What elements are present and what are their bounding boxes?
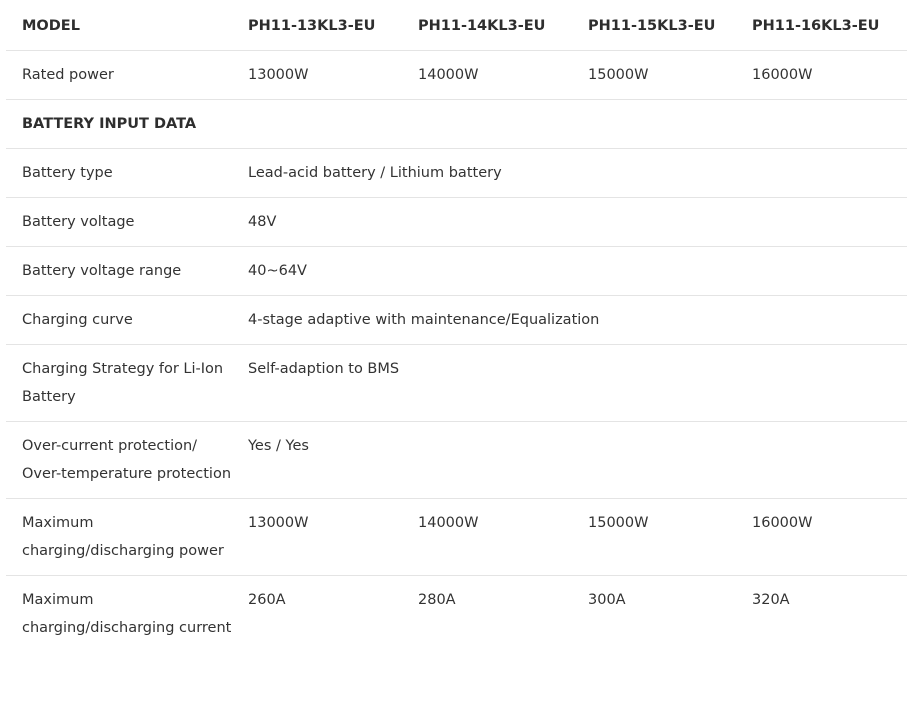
table-row bbox=[6, 422, 907, 499]
table-row bbox=[6, 149, 907, 198]
cell-value: 260A bbox=[248, 592, 286, 608]
row-label: Charging Strategy for Li-Ion Battery bbox=[6, 345, 232, 422]
row-label: Maximum charging/discharging power bbox=[6, 499, 232, 576]
table-row bbox=[6, 499, 907, 576]
cell-value: 4-stage adaptive with maintenance/Equalization bbox=[232, 296, 907, 345]
table-row bbox=[6, 296, 907, 345]
cell-value: 320A bbox=[752, 592, 790, 608]
cell-value: Self-adaption to BMS bbox=[232, 345, 907, 422]
model-name: PH11-16KL3-EU bbox=[736, 0, 907, 51]
model-name: PH11-15KL3-EU bbox=[572, 0, 736, 51]
row-label: Charging curve bbox=[6, 296, 232, 345]
row-label: Rated power bbox=[6, 51, 232, 100]
row-label: Battery voltage range bbox=[6, 247, 232, 296]
cell-value: 40~64V bbox=[232, 247, 907, 296]
cell-value: 14000W bbox=[402, 51, 572, 100]
table-row bbox=[6, 247, 907, 296]
model-name: PH11-13KL3-EU bbox=[232, 0, 402, 51]
cell-value: 48V bbox=[232, 198, 907, 247]
cell-value: 13000W bbox=[232, 51, 402, 100]
cell-value: 16000W bbox=[736, 51, 907, 100]
row-label: Battery voltage bbox=[6, 198, 232, 247]
cell-value: Lead-acid battery / Lithium battery bbox=[232, 149, 907, 198]
model-name: PH11-14KL3-EU bbox=[402, 0, 572, 51]
table-row bbox=[6, 198, 907, 247]
cell-value: 300A bbox=[588, 592, 626, 608]
cell-value: Yes / Yes bbox=[232, 422, 907, 499]
cell-value: 280A bbox=[418, 592, 456, 608]
row-label: Battery type bbox=[6, 149, 232, 198]
section-title: BATTERY INPUT DATA bbox=[6, 100, 907, 149]
table-row bbox=[6, 576, 907, 653]
header-row bbox=[6, 0, 907, 51]
section-row bbox=[6, 100, 907, 149]
cell-value: 13000W bbox=[232, 499, 402, 576]
spec-table bbox=[6, 0, 907, 652]
cell-value: 14000W bbox=[402, 499, 572, 576]
row-label: Maximum charging/discharging current bbox=[22, 592, 232, 636]
table-row bbox=[6, 51, 907, 100]
model-label: MODEL bbox=[6, 0, 232, 51]
cell-value: 15000W bbox=[572, 51, 736, 100]
cell-value: 16000W bbox=[736, 499, 907, 576]
row-label: Over-current protection/ Over-temperature protection bbox=[6, 422, 232, 499]
table-row bbox=[6, 345, 907, 422]
cell-value: 15000W bbox=[572, 499, 736, 576]
